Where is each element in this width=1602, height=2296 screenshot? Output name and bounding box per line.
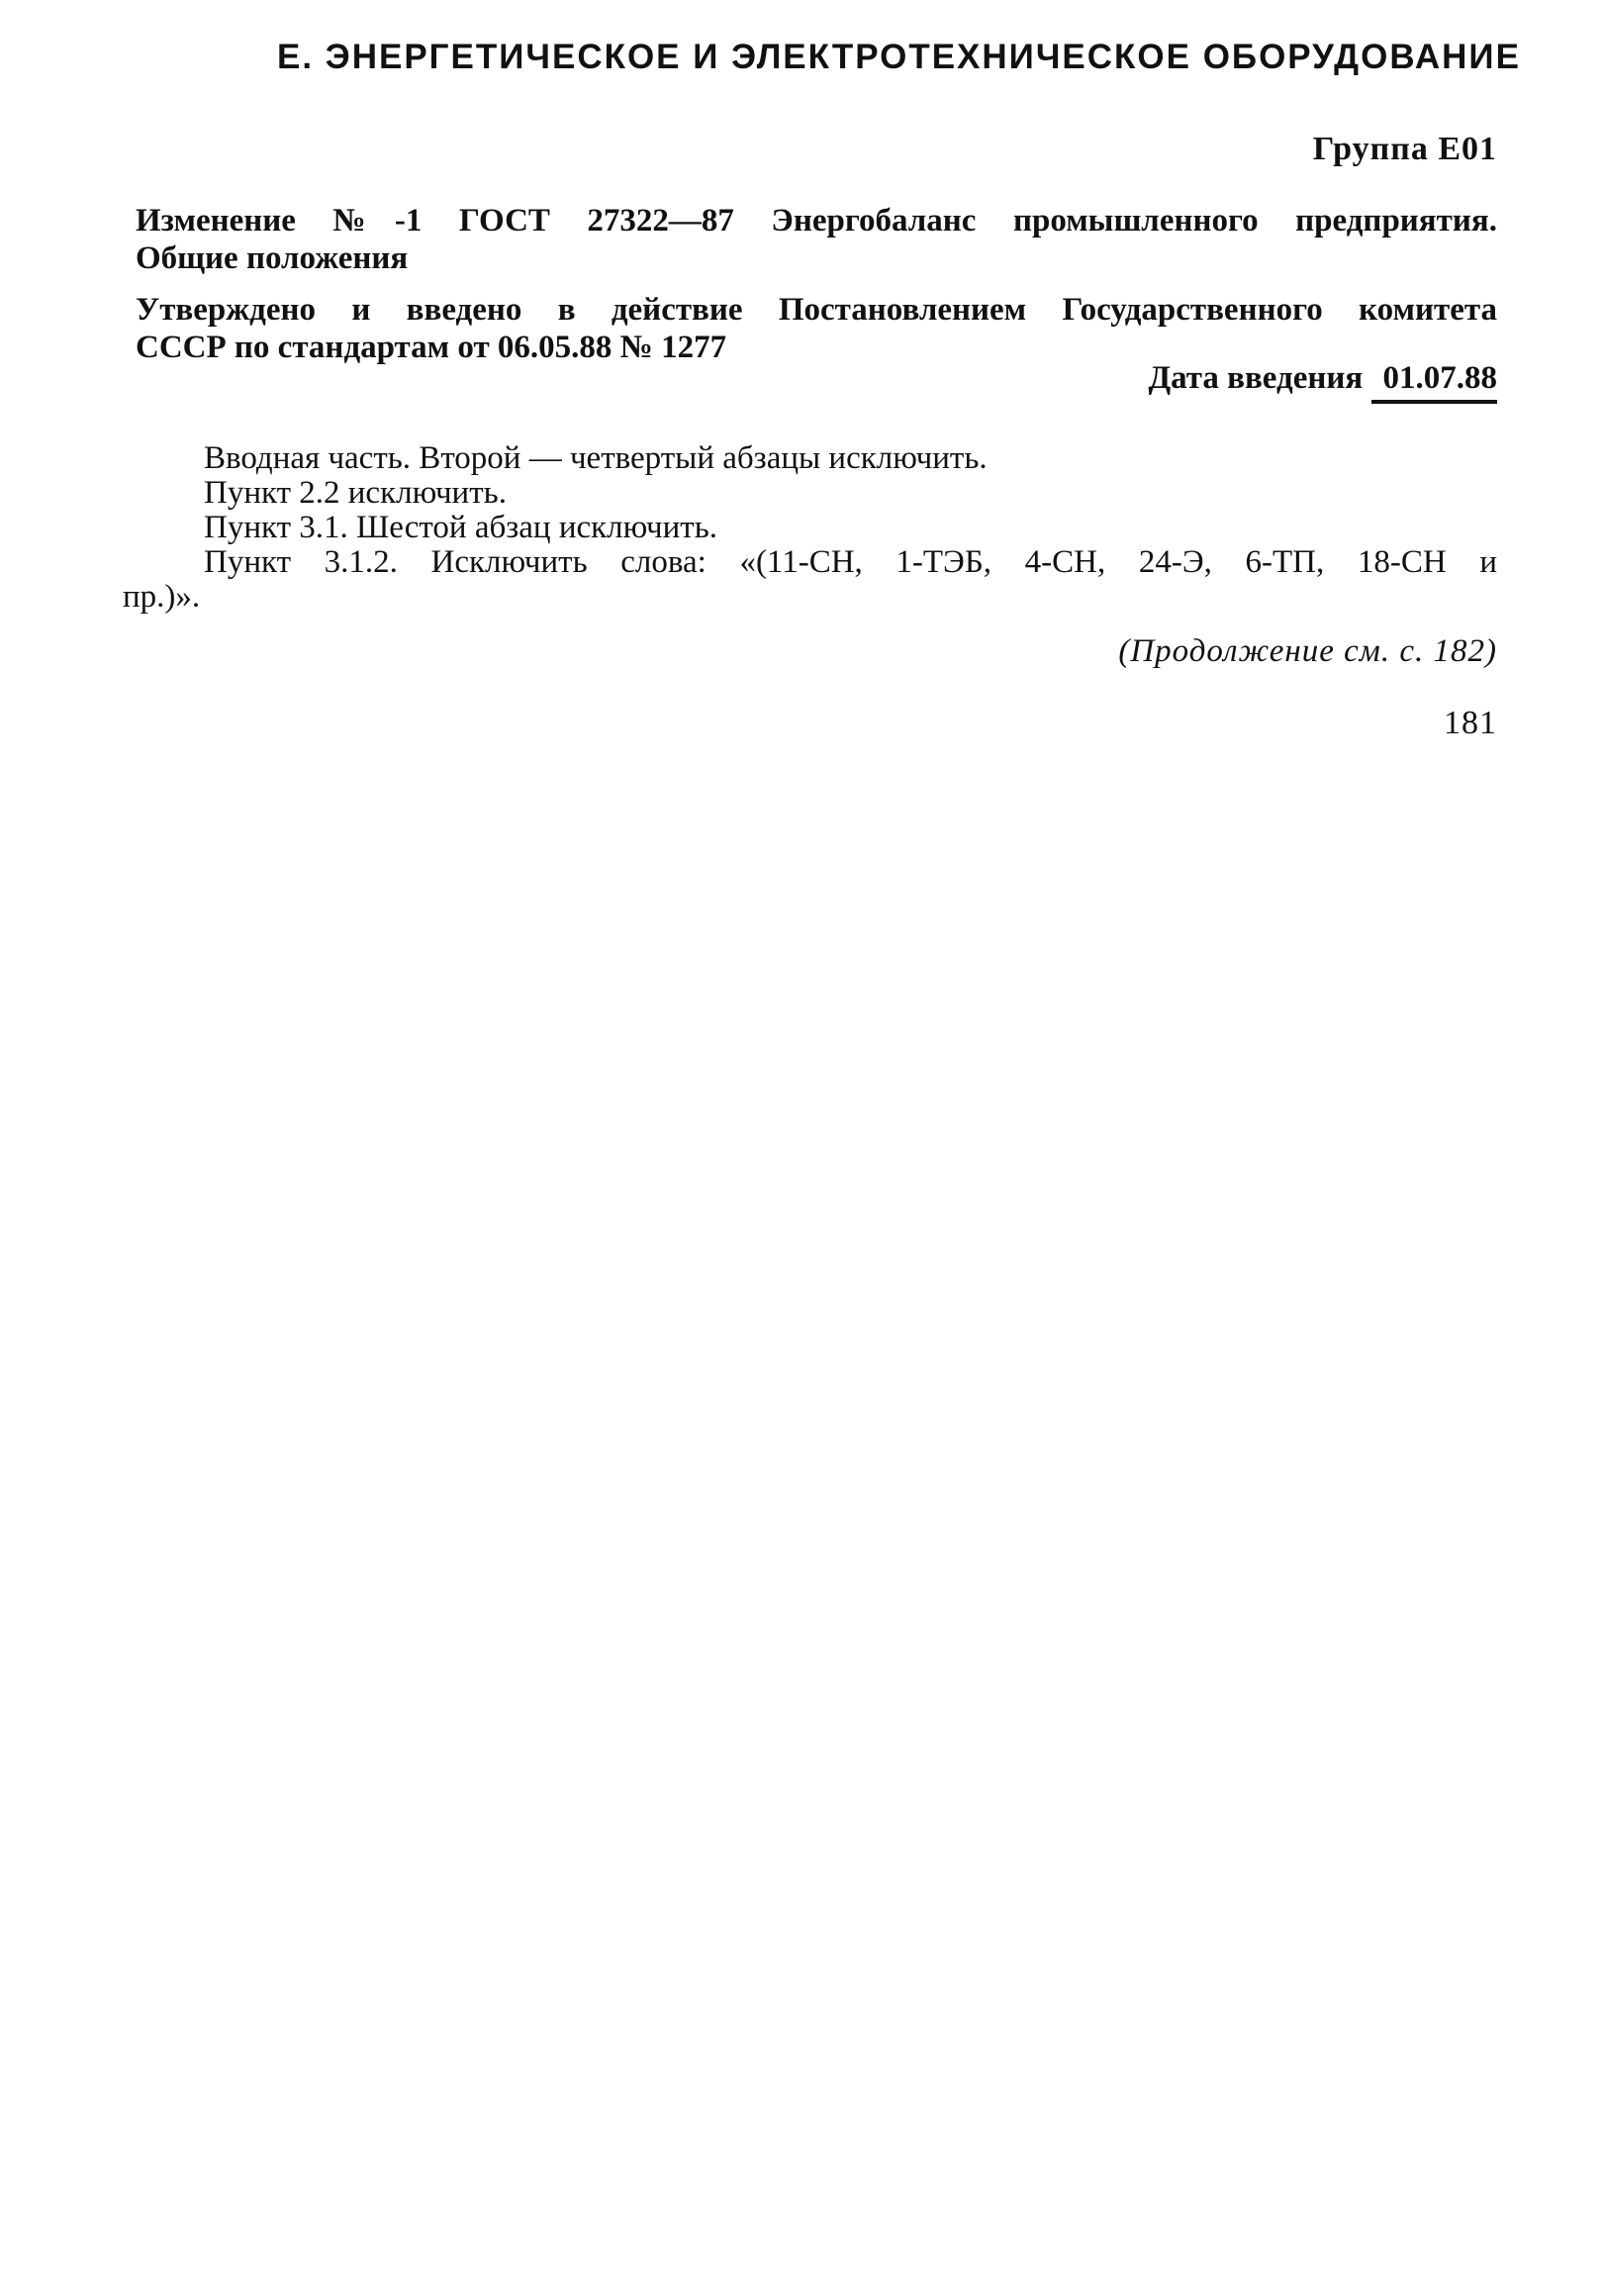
amendment-body <box>123 441 1497 615</box>
body-paragraph-2: Пункт 2.2 исключить. <box>204 475 507 511</box>
section-header: Е. ЭНЕРГЕТИЧЕСКОЕ И ЭЛЕКТРОТЕХНИЧЕСКОЕ ОБОРУДОВАНИЕ <box>277 38 1521 76</box>
body-paragraph-4-line-2: пр.)». <box>123 579 201 615</box>
approval-line-1: Утверждено и введено в действие Постановлением Государственного комитета <box>136 292 1497 328</box>
effective-date-label: Дата введения <box>1148 360 1364 396</box>
continuation-note: (Продолжение см. с. 182) <box>1118 633 1497 669</box>
body-paragraph-4-line-1: Пункт 3.1.2. Исключить слова: «(11-СН, 1-ТЭБ, 4-СН, 24-Э, 6-ТП, 18-СН и <box>204 544 1497 580</box>
effective-date-value: 01.07.88 <box>1371 360 1498 404</box>
body-paragraph-1: Вводная часть. Второй — четвертый абзацы исключить. <box>204 440 988 476</box>
approval-line-2: СССР по стандартам от 06.05.88 № 1277 <box>136 330 727 365</box>
group-code: Группа Е01 <box>1312 131 1497 167</box>
approval-statement <box>136 291 1497 366</box>
amendment-title <box>136 202 1497 277</box>
body-paragraph-3: Пункт 3.1. Шестой абзац исключить. <box>204 510 718 545</box>
amendment-title-line-1: Изменение №-1 ГОСТ 27322—87 Энергобаланс промышленного предприятия. <box>136 203 1497 239</box>
amendment-title-line-2: Общие положения <box>136 240 409 276</box>
effective-date <box>1148 360 1497 404</box>
page-number: 181 <box>1444 705 1497 741</box>
